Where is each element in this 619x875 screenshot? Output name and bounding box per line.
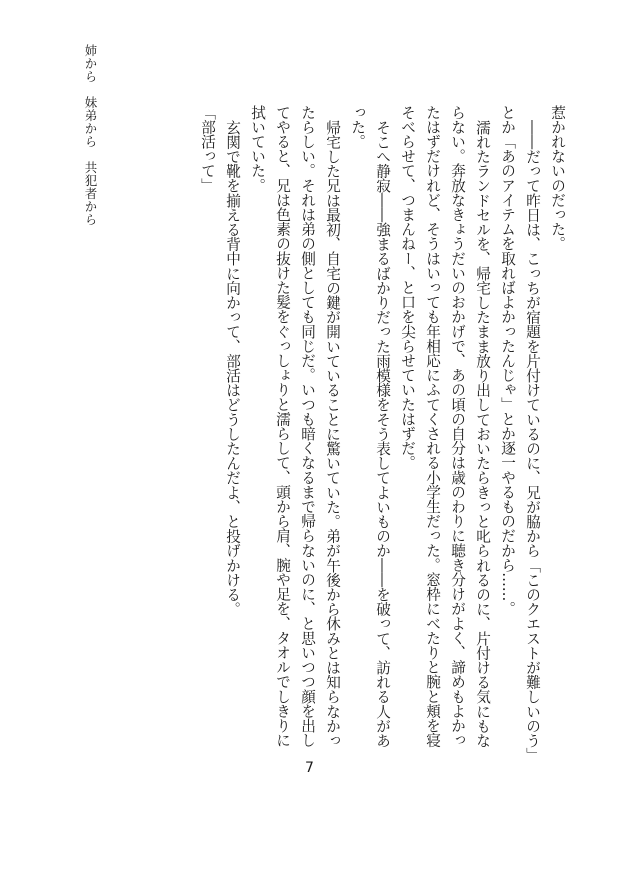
paragraph: ――だって昨日は、こっちが宿題を片付けているのに、兄が脇から「このクエストが難しいのう」とか「あのアイテムを取ればよかったんじゃ」とか逐一やるものだから……。 <box>499 105 541 755</box>
paragraph: 帰宅した兄は最初、自宅の鍵が開いていることに驚いていた。弟が午後から休みとは知らなかったらしい。それは弟の側としても同じだ。いつも暗くなるまで帰らないのに、と思いつつ顔を出してやると、兄は色素の抜けた髪をぐっしょりと濡らして、頭から肩、腕や足を、タオルでしきりに拭いていた。 <box>249 105 341 748</box>
page-number: 7 <box>305 760 314 776</box>
body-text <box>70 105 570 755</box>
paragraph: 惹かれないのだった。 <box>549 105 566 251</box>
paragraph: そこへ静寂――強まるばかりだった雨模様をそう表してよいものか――を破って、訪れる人があった。 <box>349 105 391 748</box>
paragraph: 「部活って」 <box>199 105 216 193</box>
running-head: 姉から 妹弟から 共犯者から <box>83 44 98 226</box>
paragraph: 濡れたランドセルを、帰宅したまま放り出しておいたらきっと叱られるのに、片付ける気にもならない。奔放なきょうだいのおかげで、あの頃の自分は歳のわりに聴き分けがよく、諦めもよかったはずだけれど、そうはいっても年相応にふてくされる小学生だった。窓枠にべたりと腕と頬を寝そべらせて、つまんねー、と口を尖らせていたはずだ。 <box>399 105 491 748</box>
paragraph: 玄関で靴を揃える背中に向かって、部活はどうしたんだよ、と投げかける。 <box>224 119 241 616</box>
